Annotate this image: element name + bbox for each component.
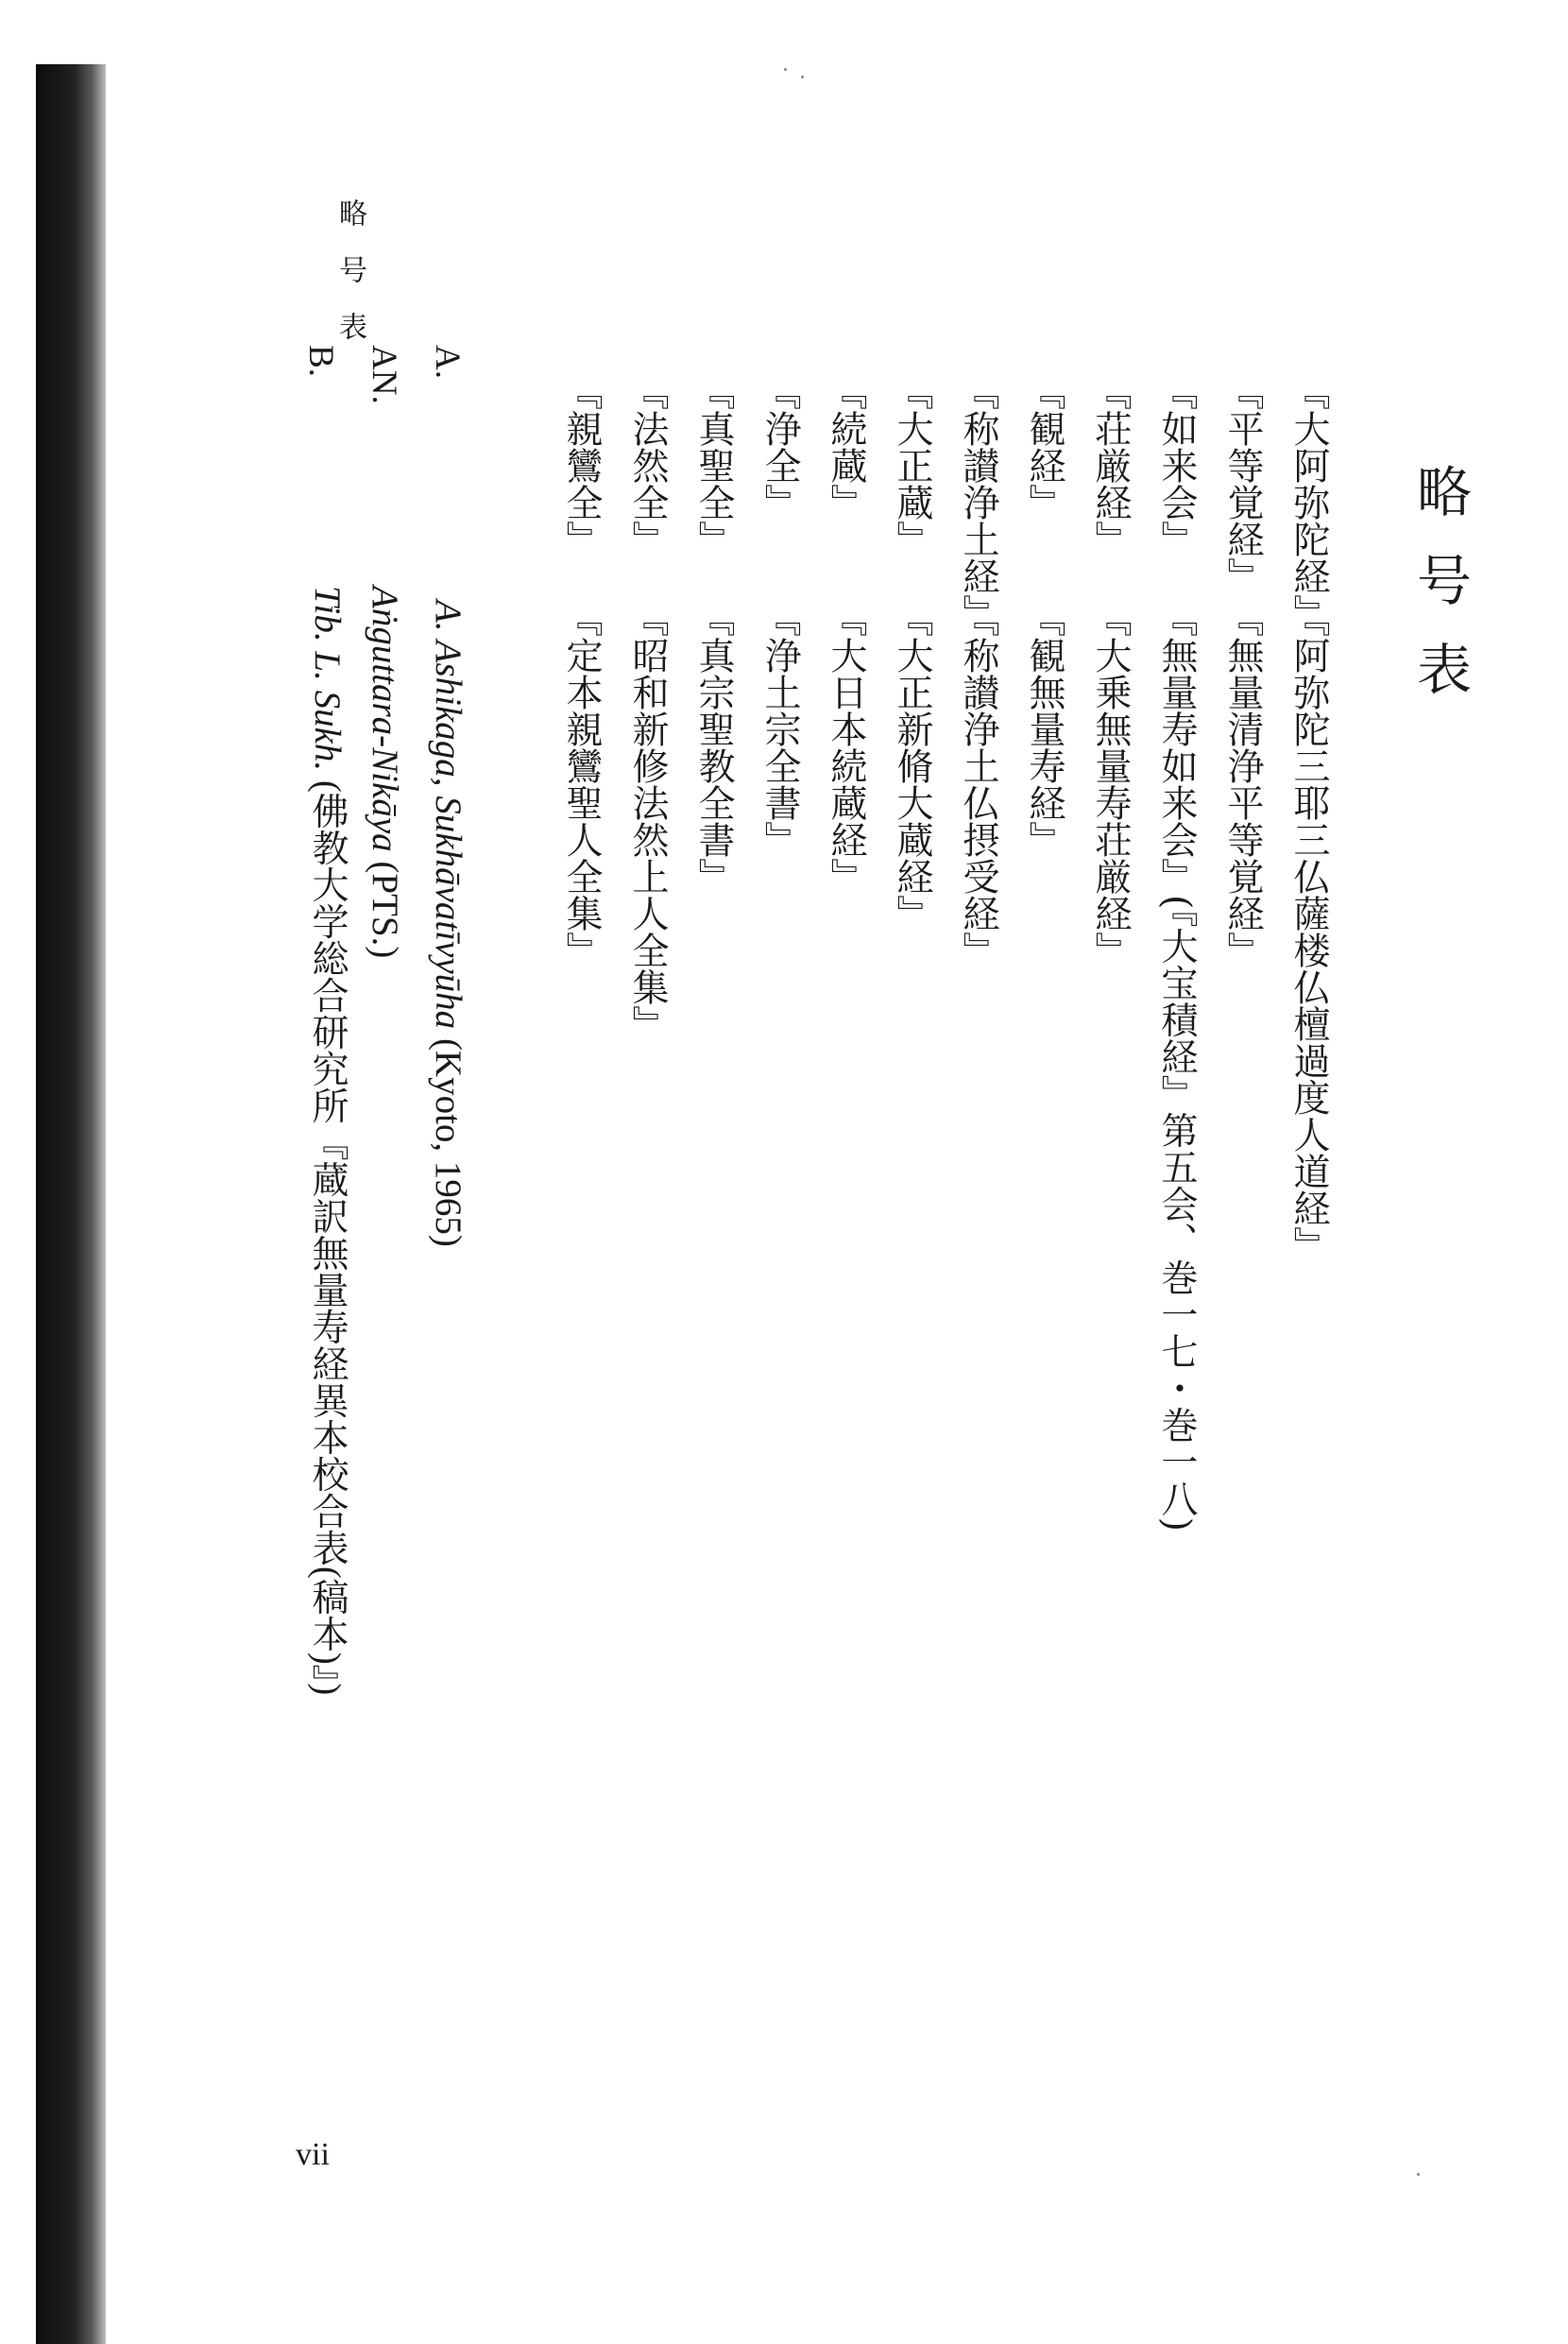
abbr-b: B. [301, 345, 340, 377]
abbr-a: A. [428, 345, 467, 379]
full-shosanjodo: 『称讃浄土仏摂受経』 [957, 600, 999, 968]
page-number: vii [296, 2137, 330, 2172]
scan-edge-shadow [36, 64, 106, 2344]
full-byodokaku: 『無量清浄平等覚経』 [1221, 600, 1264, 968]
abbr-shogonkyo: 『荘厳経』 [1089, 373, 1132, 557]
running-header: 略号表 [333, 198, 366, 368]
abbr-shinshozen: 『真聖全』 [692, 373, 735, 557]
abbr-an: AN. [365, 345, 403, 404]
abbr-jozen: 『浄全』 [758, 373, 801, 521]
full-shogonkyo: 『大乗無量寿荘厳経』 [1089, 600, 1132, 968]
abbr-daiamida: 『大阿弥陀経』 [1287, 373, 1330, 631]
abbr-taishozo: 『大正蔵』 [891, 373, 933, 557]
full-daiamida: 『阿弥陀三耶三仏薩楼仏檀過度人道経』 [1287, 600, 1330, 1263]
abbr-shinranzen: 『親鸞全』 [560, 373, 603, 557]
full-an-pub: (PTS.) [365, 851, 405, 959]
abbr-honenzen: 『法然全』 [626, 373, 669, 557]
full-b-title: Tib. L. Sukh. [307, 586, 348, 772]
full-a-pub: (Kyoto, 1965) [428, 1029, 469, 1247]
full-nyoraie: 『無量寿如来会』(『大宝積経』第五会、巻一七・巻一八) [1155, 600, 1198, 1531]
abbr-nyoraie: 『如来会』 [1155, 373, 1198, 557]
full-jozen: 『浄土宗全書』 [758, 600, 801, 858]
full-an [364, 586, 406, 958]
abbr-kangyo: 『観経』 [1023, 373, 1065, 521]
full-b [300, 586, 353, 1695]
full-taishozo: 『大正新脩大蔵経』 [891, 600, 933, 932]
abbr-shosanjodo: 『称讃浄土経』 [957, 373, 999, 631]
full-b-source: (佛教大学総合研究所『蔵訳無量寿経異本校合表(稿本)』) [307, 771, 348, 1696]
abbr-zokuzo: 『続蔵』 [825, 373, 867, 521]
page-title: 略号表 [1407, 463, 1472, 729]
full-an-title: Aṅguttara-Nikāya [365, 586, 405, 852]
full-a-title: A. Ashikaga, Sukhāvatīvyūha [428, 600, 469, 1030]
full-a [427, 600, 469, 1247]
full-kangyo: 『観無量寿経』 [1023, 600, 1065, 858]
scan-speck [1417, 2173, 1420, 2176]
full-shinranzen: 『定本親鸞聖人全集』 [560, 600, 603, 968]
full-zokuzo: 『大日本続蔵経』 [825, 600, 867, 895]
scan-speck [784, 68, 787, 71]
abbr-byodokaku: 『平等覚経』 [1221, 373, 1264, 594]
scan-speck [801, 76, 804, 78]
full-honenzen: 『昭和新修法然上人全集』 [626, 600, 669, 1042]
full-shinshozen: 『真宗聖教全書』 [692, 600, 735, 895]
